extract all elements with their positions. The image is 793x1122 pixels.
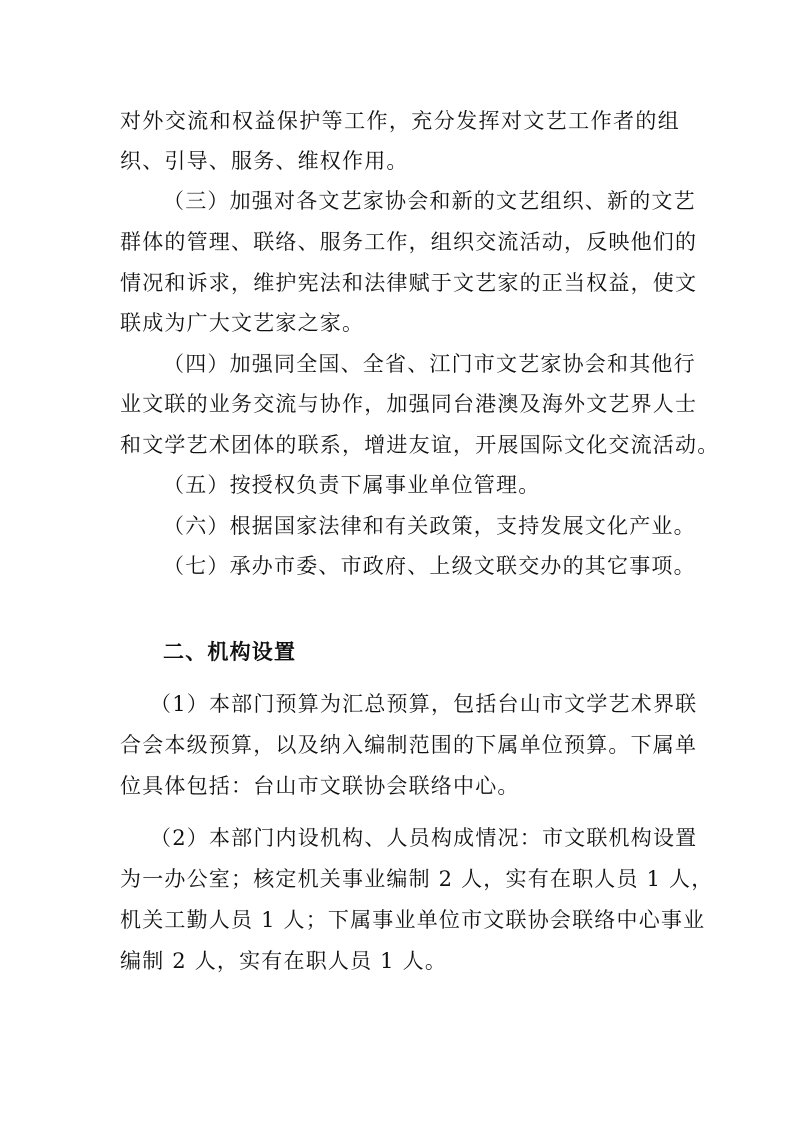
paragraph-6: （六）根据国家法律和有关政策，支持发展文化产业。 <box>163 514 696 538</box>
paragraph-5: （五）按授权负责下属事业单位管理。 <box>163 473 541 497</box>
paragraph-3-line-3: 情况和诉求，维护宪法和法律赋于文艺家的正当权益，使文 <box>120 271 698 295</box>
item-2-line-3: 机关工勤人员 1 人；下属事业单位市文联协会联络中心事业 <box>120 908 706 932</box>
item-2-line-4: 编制 2 人，实有在职人员 1 人。 <box>120 949 448 973</box>
paragraph-continued-line-1: 对外交流和权益保护等工作，充分发挥对文艺工作者的组 <box>120 109 680 133</box>
paragraph-3-line-2: 群体的管理、联络、服务工作，组织交流活动，反映他们的 <box>120 230 698 254</box>
paragraph-3-line-1: （三）加强对各文艺家协会和新的文艺组织、新的文艺 <box>163 189 696 213</box>
item-1-line-3: 位具体包括：台山市文联协会联络中心。 <box>120 774 520 798</box>
item-1-line-2: 合会本级预算，以及纳入编制范围的下属单位预算。下属单 <box>120 733 698 757</box>
section-heading: 二、机构设置 <box>163 639 297 664</box>
item-2-line-1: （2）本部门内设机构、人员构成情况：市文联机构设置 <box>150 826 698 850</box>
paragraph-7: （七）承办市委、市政府、上级文联交办的其它事项。 <box>163 554 696 578</box>
paragraph-continued-line-2: 织、引导、服务、维权作用。 <box>120 149 409 173</box>
paragraph-4-line-2: 业文联的业务交流与协作，加强同台港澳及海外文艺界人士 <box>120 392 698 416</box>
paragraph-4-line-3: 和文学艺术团体的联系，增进友谊，开展国际文化交流活动。 <box>120 433 720 457</box>
item-2-line-2: 为一办公室；核定机关事业编制 2 人，实有在职人员 1 人， <box>120 867 714 891</box>
paragraph-3-line-4: 联成为广大文艺家之家。 <box>120 311 365 335</box>
paragraph-4-line-1: （四）加强同全国、全省、江门市文艺家协会和其他行 <box>163 352 696 376</box>
item-1-line-1: （1）本部门预算为汇总预算，包括台山市文学艺术界联 <box>150 692 698 716</box>
